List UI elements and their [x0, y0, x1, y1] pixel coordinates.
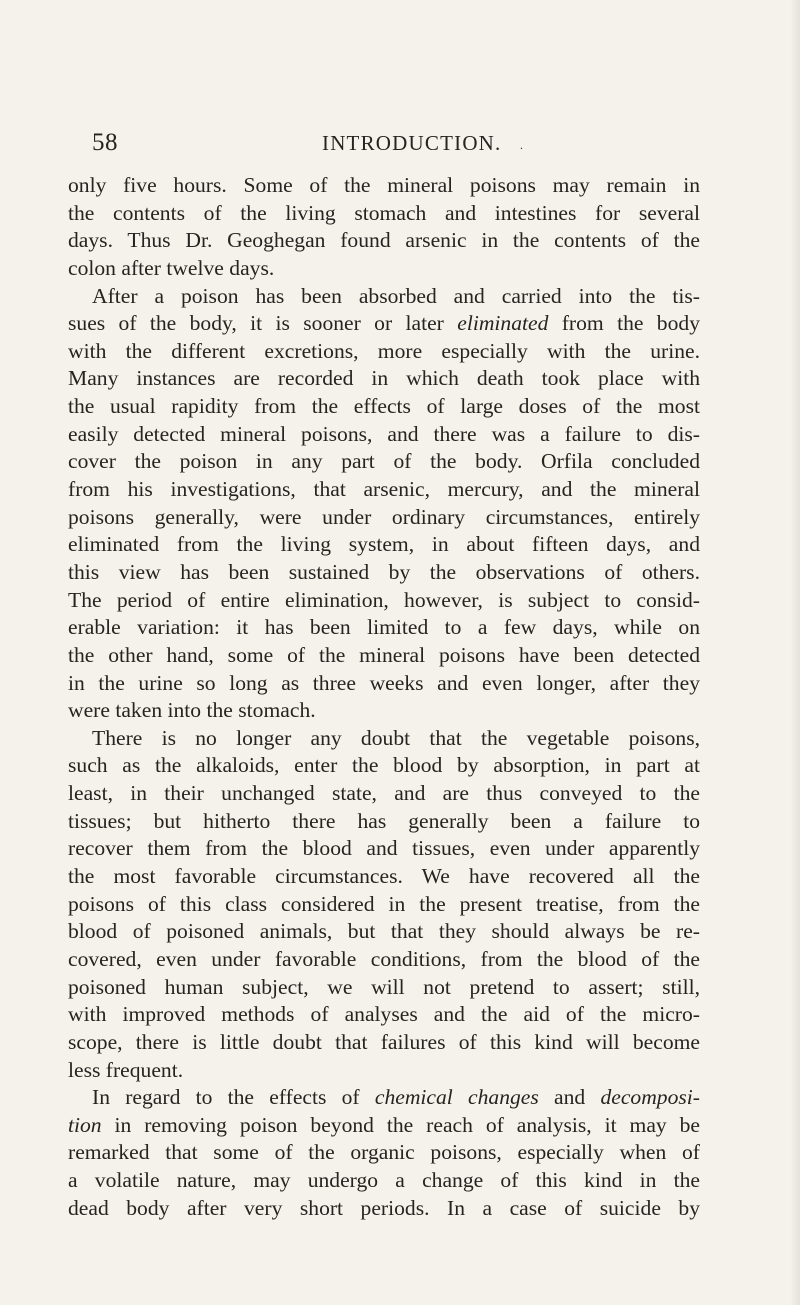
text-line: poisons generally, were under ordinary circumstances, entirely [68, 504, 700, 529]
text-run: and [538, 1085, 601, 1110]
text-line: with the different excretions, more especially with the urine. [68, 338, 700, 363]
text-line: There is no longer any doubt that the vegetable poisons, [92, 725, 700, 750]
text-line: a volatile nature, may undergo a change of this kind in the [68, 1168, 700, 1193]
text-line: Many instances are recorded in which death took place with [68, 366, 700, 391]
text-line: less frequent. [68, 1057, 184, 1082]
text-line: covered, even under favorable conditions, from the blood of the [68, 946, 700, 971]
text-line: the usual rapidity from the effects of large doses of the most [68, 394, 700, 419]
text-line: in the urine so long as three weeks and even longer, after they [68, 670, 700, 695]
text-line: the most favorable circumstances. We have recovered all the [68, 864, 700, 889]
text-line: from his investigations, that arsenic, mercury, and the mineral [68, 477, 700, 502]
text-line: poisons of this class considered in the present treatise, from the [68, 891, 700, 916]
text-line: least, in their unchanged state, and are thus conveyed to the [68, 781, 700, 806]
italic-term: chemical changes [374, 1085, 539, 1110]
italic-term: eliminated [457, 311, 549, 336]
page-edge-shadow [790, 0, 800, 1305]
text-line: the contents of the living stomach and intestines for several [68, 200, 700, 225]
text-line: cover the poison in any part of the body. Orfila concluded [68, 449, 700, 474]
italic-term: decomposi- [600, 1085, 700, 1110]
text-line: such as the alkaloids, enter the blood by absorption, in part at [68, 753, 700, 778]
text-run: In regard to the effects of [92, 1085, 375, 1110]
body-text [68, 172, 700, 1222]
text-line [68, 310, 700, 338]
text-line: recover them from the blood and tissues, even under apparently [68, 836, 700, 861]
text-line [68, 1084, 700, 1112]
text-line: blood of poisoned animals, but that they should always be re- [68, 919, 700, 944]
text-line: remarked that some of the organic poisons, especially when of [68, 1140, 700, 1165]
text-line: with improved methods of analyses and the aid of the micro- [68, 1002, 700, 1027]
page-number: 58 [92, 129, 118, 156]
text-line: eliminated from the living system, in about fifteen days, and [68, 532, 700, 557]
text-line: dead body after very short periods. In a case of suicide by [68, 1195, 700, 1220]
text-line: this view has been sustained by the observations of others. [68, 559, 700, 584]
text-line: erable variation: it has been limited to a few days, while on [68, 615, 700, 640]
text-run: sues of the body, it is sooner or later [68, 311, 458, 336]
text-line: only five hours. Some of the mineral poisons may remain in [68, 173, 700, 197]
running-head [322, 131, 524, 156]
text-line: After a poison has been absorbed and carried into the tis- [92, 283, 700, 308]
text-line: easily detected mineral poisons, and there was a failure to dis- [68, 421, 700, 446]
text-line: poisoned human subject, we will not pretend to assert; still, [68, 974, 700, 999]
text-run: from the body [548, 311, 700, 336]
stray-mark: . [519, 137, 525, 152]
text-line: days. Thus Dr. Geoghegan found arsenic in the contents of the [68, 228, 700, 253]
text-line [68, 1112, 700, 1140]
text-line: tissues; but hitherto there has generally been a failure to [68, 808, 700, 833]
text-line: the other hand, some of the mineral poisons have been detected [68, 642, 700, 667]
text-line: were taken into the stomach. [68, 698, 316, 723]
text-line: colon after twelve days. [68, 255, 275, 280]
running-head-title: INTRODUCTION. [322, 131, 502, 155]
italic-term: tion [68, 1112, 102, 1137]
text-run: in removing poison beyond the reach of analysis, it may be [101, 1112, 700, 1137]
text-line: scope, there is little doubt that failures of this kind will become [68, 1029, 700, 1054]
text-line: The period of entire elimination, however, is subject to consid- [68, 587, 700, 612]
page-header [0, 129, 800, 159]
